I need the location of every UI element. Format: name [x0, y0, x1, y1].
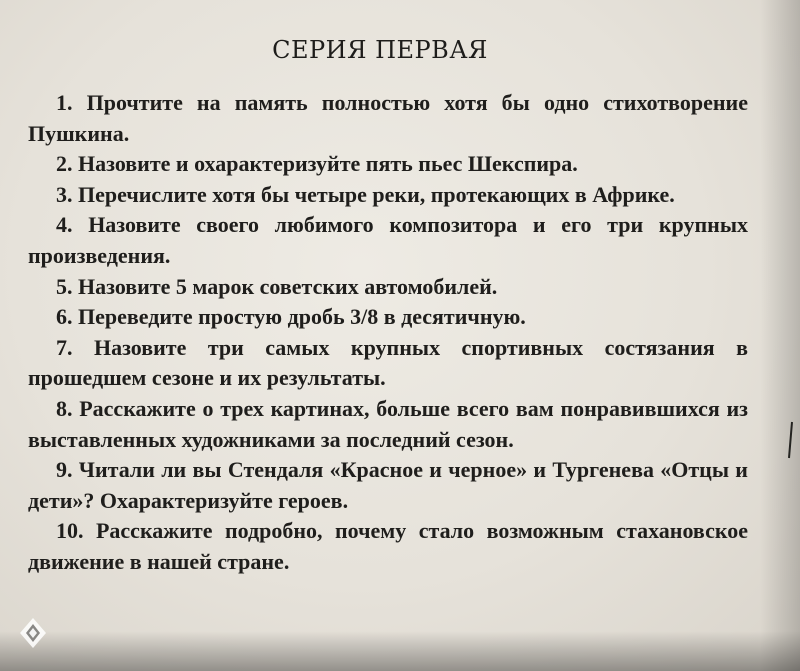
- question-6: 6. Переведите простую дробь 3/8 в десятичную.: [56, 304, 526, 330]
- question-1: 1. Прочтите на память полностью хотя бы одно стихотворение Пушкина.: [28, 90, 748, 146]
- question-7: 7. Назовите три самых крупных спортивных состязания в прошедшем сезоне и их результаты.: [28, 334, 748, 391]
- question-9: 9. Читали ли вы Стендаля «Красное и черное» и Тургенева «Отцы и дети»? Охарактеризуйте героев.: [28, 457, 748, 513]
- question-10: 10. Расскажите подробно, почему стало возможным стахановское движение в нашей стране.: [28, 518, 748, 574]
- question-5: 5. Назовите 5 марок советских автомобилей.: [56, 273, 498, 299]
- bottom-shadow: [0, 631, 800, 671]
- diamond-logo-icon: [18, 616, 48, 650]
- question-2: 2. Назовите и охарактеризуйте пять пьес Шекспира.: [56, 151, 578, 177]
- question-4: 4. Назовите своего любимого композитора и его три крупных произведения.: [28, 212, 748, 268]
- question-8: 8. Расскажите о трех картинах, больше всего вам понравившихся из выставленных художниками за последний сезон.: [28, 395, 748, 452]
- question-3: 3. Перечислите хотя бы четыре реки, протекающих в Африке.: [56, 181, 675, 207]
- question-list: [28, 88, 748, 578]
- page-title: СЕРИЯ ПЕРВАЯ: [272, 36, 488, 64]
- edge-shadow: [760, 0, 800, 671]
